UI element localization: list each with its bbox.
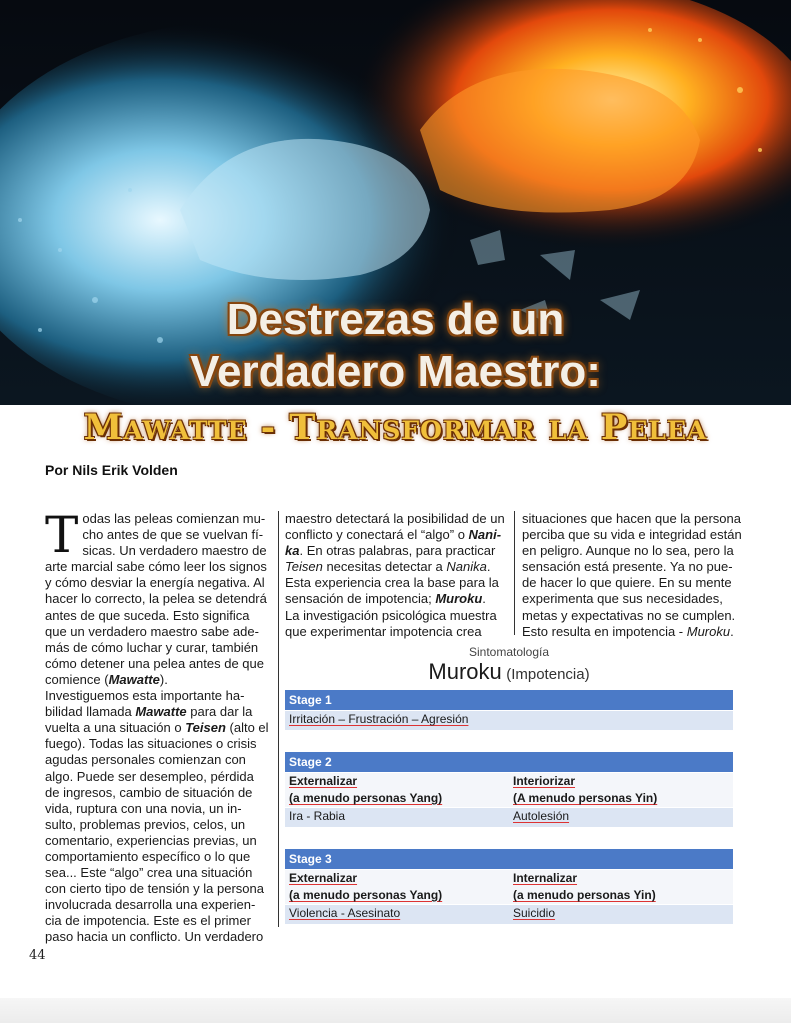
paragraph — [285, 511, 505, 608]
stage-3-value-row — [285, 905, 733, 924]
text-run: situaciones que hacen que la persona perciba que su vida e integridad están en peligro. Aunque no lo sea, pero la sensación está presente. Ya no pue- de hacer lo que quiere. En su mente experimenta que sus necesidades, metas y expectativas no se cumplen. Esto resulta en impotencia - — [522, 511, 742, 639]
text-run: necesitas detectar a — [322, 559, 447, 575]
heading-line: Externalizar — [289, 871, 358, 885]
stage-2-left-heading — [285, 773, 509, 807]
term-muroku: Muroku — [435, 591, 483, 607]
stage-2-left-value: Ira - Rabia — [289, 809, 346, 823]
paragraph: La investigación psicológica muestra que experimentar impotencia crea — [285, 607, 497, 639]
stage-2-right-value: Autolesión — [513, 809, 570, 823]
text-run: . — [482, 591, 486, 607]
stage-2-right-heading — [509, 773, 733, 807]
article-subtitle: Mawatte - Transformar la Pelea — [83, 407, 708, 448]
title-line-1: Destrezas de un — [226, 295, 565, 344]
hero-image — [0, 0, 791, 405]
stage-3-left-heading — [285, 870, 509, 904]
text-run: . — [730, 623, 734, 639]
text-run: odas las peleas comienzan mu- cho antes de que se vuelvan fí- sicas. Un verdadero maestro de arte marcial sabe cómo leer los signos y cómo desviar la energía negativa. Al hacer lo correcto, la pelea se detendrá antes de que suceda. Esto significa que un verdadero maestro sabe ade- más de cómo luchar y curar, también cómo detener una pelea antes de que comience ( — [45, 511, 267, 687]
column-divider — [278, 511, 279, 927]
paragraph — [522, 511, 744, 640]
text-run: (alto el fuego). Todas las situaciones o crisis agudas personales comienzan con algo. Puede ser desempleo, pérdida de ingresos, cambio de situación de vida, ruptura con una novia, un in- sulto, problemas previos, celos, un comentario, experiencias previas, un comportamiento específico o lo que sea... Este “algo” crea una situación con cierto tipo de tensión y la persona involucrada desarrolla una experien- cia de impotencia. Este es el primer paso hacia un conflicto. Un verdadero — [45, 720, 269, 945]
table-title-main: Muroku — [428, 659, 502, 684]
text-column-2 — [285, 511, 505, 640]
term-mawatte: Mawatte — [135, 704, 187, 720]
heading-line: Interiorizar — [513, 774, 576, 788]
term-mawatte: Mawatte — [108, 671, 160, 687]
text-run: ). — [159, 671, 168, 687]
title-line-2: Verdadero Maestro: — [190, 347, 601, 396]
heading-line: (a menudo personas Yin) — [513, 888, 656, 902]
term-muroku: Muroku — [686, 623, 731, 639]
paragraph — [45, 506, 271, 688]
heading-line: Externalizar — [289, 774, 358, 788]
term-teisen: Teisen — [285, 559, 323, 575]
stage-3-header-row — [285, 870, 733, 904]
column-divider — [514, 511, 515, 635]
stage-3-header: Stage 3 — [285, 849, 733, 869]
heading-line: (A menudo personas Yin) — [513, 791, 658, 805]
heading-line: Internalizar — [513, 871, 578, 885]
stage-2-header-row — [285, 773, 733, 807]
paragraph — [45, 688, 271, 946]
article-title — [0, 294, 791, 398]
stage-1-row — [285, 711, 733, 730]
stage-3-right-heading — [509, 870, 733, 904]
table-title — [285, 659, 733, 685]
page-footer-band — [0, 998, 791, 1023]
term-nanika: Nani- ka — [285, 527, 502, 559]
page-number: 44 — [29, 948, 46, 963]
table-title-paren: (Impotencia) — [506, 666, 590, 683]
text-run: . Esta experiencia crea la base para la sensación de impotencia; — [285, 559, 499, 607]
stage-1-header: Stage 1 — [285, 690, 733, 710]
text-run: para dar la vuelta a una situación o — [45, 704, 253, 736]
stage-3-left-value: Violencia - Asesinato — [289, 906, 401, 920]
byline: Por Nils Erik Volden — [45, 462, 178, 478]
text-run: maestro detectará la posibilidad de un conflicto y conectará el “algo” o — [285, 511, 505, 543]
drop-cap: T — [45, 506, 79, 564]
stage-2-value-row — [285, 808, 733, 827]
stage-1-value: Irritación – Frustración – Agresión — [289, 712, 469, 726]
text-column-3 — [522, 511, 744, 640]
term-teisen: Teisen — [185, 720, 226, 736]
stage-2-header: Stage 2 — [285, 752, 733, 772]
stage-3-right-value: Suicidio — [513, 906, 556, 920]
term-nanika: Nanika — [446, 559, 487, 575]
table-label: Sintomatología — [468, 645, 550, 659]
heading-line: (a menudo personas Yang) — [289, 888, 443, 902]
text-run: . En otras palabras, para practicar — [299, 543, 496, 559]
heading-line: (a menudo personas Yang) — [289, 791, 443, 805]
text-run: Investiguemos esta importante ha- bilidad llamada — [45, 688, 245, 720]
text-column-1 — [45, 506, 271, 946]
